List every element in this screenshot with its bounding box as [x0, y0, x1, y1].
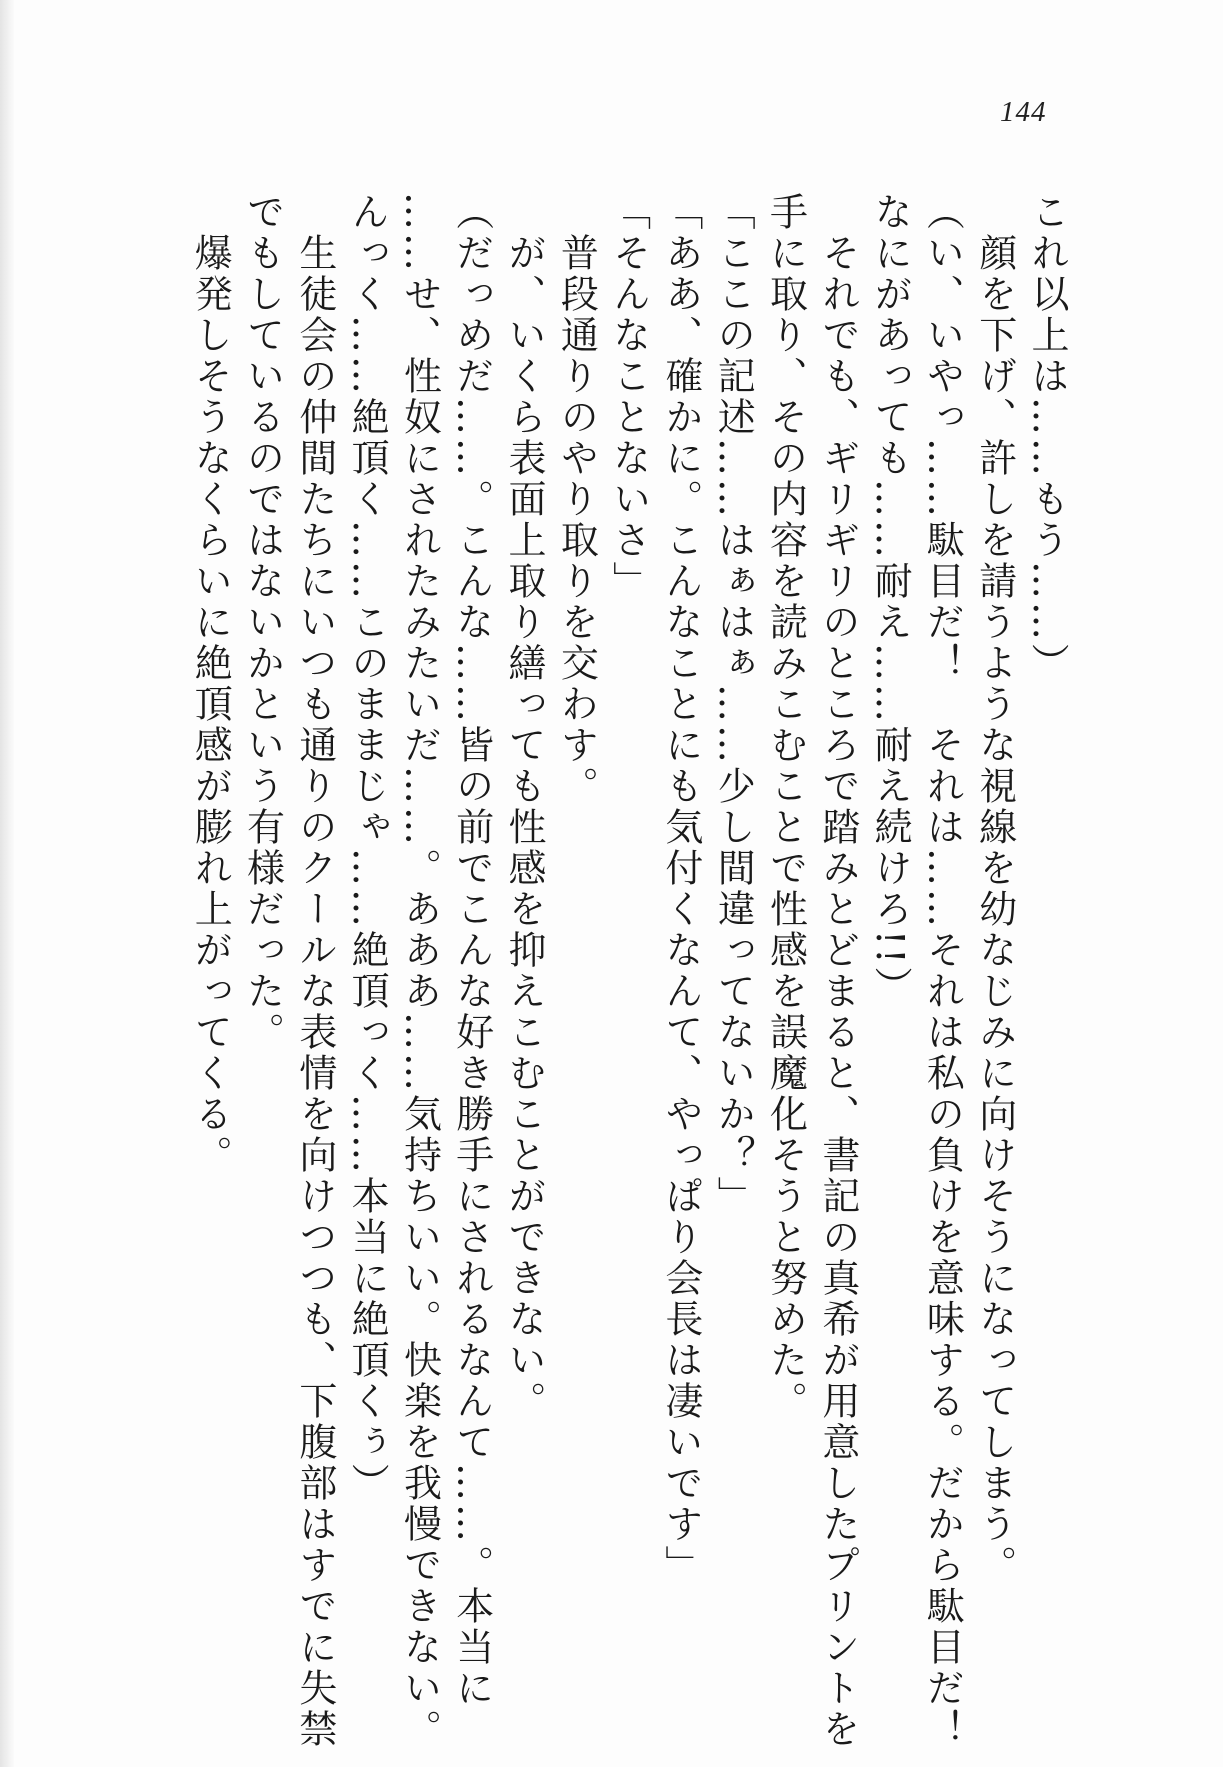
text-column: 「ああ、確かに。こんなことにも気付くなんて、やっぱり会長は凄いです」 — [658, 192, 703, 1586]
text-column: 手に取り、その内容を読みこむことで性感を誤魔化そうと努めた。 — [763, 192, 808, 1422]
text-column: （だっめだ……。こんな……皆の前でこんな好き勝手にされるなんて……。本当に — [449, 192, 494, 1709]
text-column: 「そんなことないさ」 — [606, 192, 651, 602]
text-column: 爆発しそうなくらいに絶頂感が膨れ上がってくる。 — [188, 192, 233, 1176]
text-column: （い、いやっ……駄目だ！ それは……それは私の負けを意味する。だから駄目だ！ — [920, 192, 965, 1750]
text-column: 「ここの記述……はぁはぁ……少し間違ってないか？」 — [711, 192, 756, 1217]
text-column: 生徒会の仲間たちにいつも通りのクールな表情を向けつつも、下腹部はすでに失禁 — [292, 192, 337, 1750]
text-column: でもしているのではないかという有様だった。 — [240, 192, 285, 1053]
text-column: 普段通りのやり取りを交わす。 — [554, 192, 599, 807]
text-column: ……せ、性奴にされたみたいだ……。あああ……気持ちいい。快楽を我慢できない。 — [397, 192, 442, 1750]
vertical-body-text — [184, 192, 1073, 1750]
text-column: んっく……絶頂く……このままじゃ……絶頂っく……本当に絶頂くぅ） — [345, 192, 390, 1504]
text-column: なにがあっても……耐え……耐え続けろ!!） — [868, 192, 913, 1008]
text-column: それでも、ギリギリのところで踏みとどまると、書記の真希が用意したプリントを — [815, 192, 860, 1750]
text-column: 顔を下げ、許しを請うような視線を幼なじみに向けそうになってしまう。 — [972, 192, 1017, 1586]
text-column: が、いくら表面上取り繕っても性感を抑えこむことができない。 — [502, 192, 547, 1422]
page-number: 144 — [1000, 96, 1047, 128]
text-column: これ以上は……もう……） — [1025, 192, 1069, 684]
page-gutter — [0, 0, 14, 1767]
